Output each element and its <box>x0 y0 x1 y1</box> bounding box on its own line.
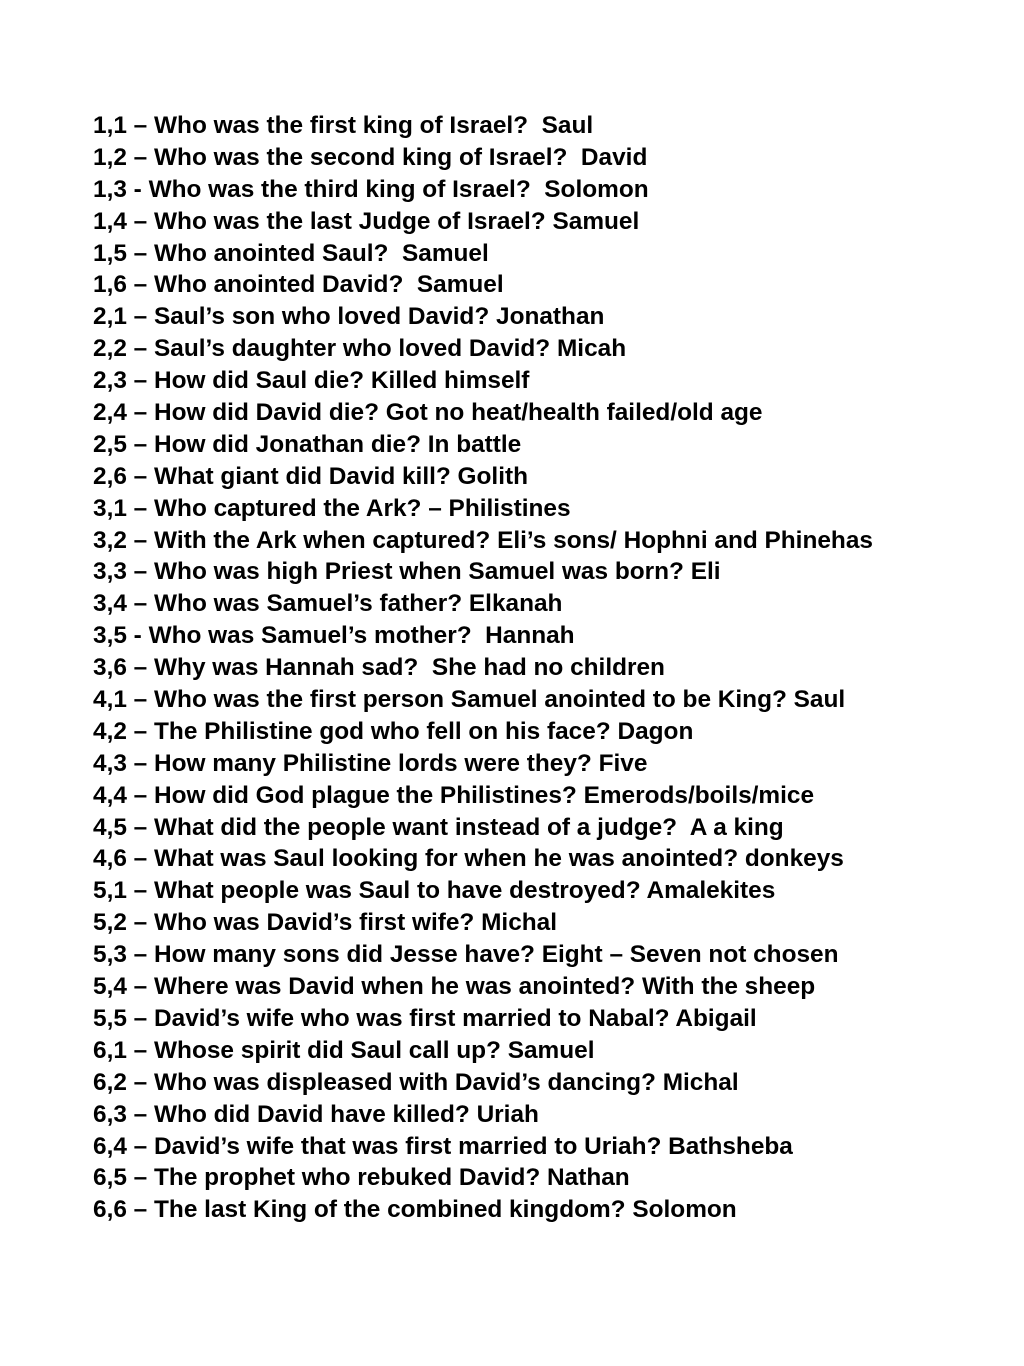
question-line: 4,2 – The Philistine god who fell on his face? Dagon <box>93 717 694 745</box>
question-line: 3,6 – Why was Hannah sad? She had no children <box>93 654 665 682</box>
question-line: 4,4 – How did God plague the Philistines? Emerods/boils/mice <box>93 781 815 809</box>
question-line: 1,3 - Who was the third king of Israel? Solomon <box>93 175 649 203</box>
question-line: 1,6 – Who anointed David? Samuel <box>93 271 504 299</box>
question-line: 2,4 – How did David die? Got no heat/health failed/old age <box>93 399 763 427</box>
question-line: 5,2 – Who was David’s first wife? Michal <box>93 909 557 937</box>
question-line: 3,5 - Who was Samuel’s mother? Hannah <box>93 622 575 650</box>
question-line: 3,3 – Who was high Priest when Samuel was born? Eli <box>93 558 721 586</box>
question-line: 6,6 – The last King of the combined kingdom? Solomon <box>93 1196 737 1224</box>
question-line: 6,3 – Who did David have killed? Uriah <box>93 1100 539 1128</box>
question-list <box>93 110 993 1226</box>
question-line: 1,4 – Who was the last Judge of Israel? Samuel <box>93 207 640 235</box>
question-line: 4,3 – How many Philistine lords were they? Five <box>93 749 648 777</box>
question-line: 2,1 – Saul’s son who loved David? Jonathan <box>93 303 605 331</box>
question-line: 5,4 – Where was David when he was anointed? With the sheep <box>93 973 816 1001</box>
question-line: 2,2 – Saul’s daughter who loved David? Micah <box>93 335 627 363</box>
question-line: 1,5 – Who anointed Saul? Samuel <box>93 239 489 267</box>
question-line: 1,1 – Who was the first king of Israel? Saul <box>93 112 594 139</box>
question-line: 1,2 – Who was the second king of Israel? David <box>93 143 648 171</box>
question-line: 3,2 – With the Ark when captured? Eli’s sons/ Hophni and Phinehas <box>93 526 873 554</box>
question-line: 6,2 – Who was displeased with David’s dancing? Michal <box>93 1068 739 1096</box>
question-line: 5,3 – How many sons did Jesse have? Eight – Seven not chosen <box>93 941 839 969</box>
question-line: 6,1 – Whose spirit did Saul call up? Samuel <box>93 1036 595 1064</box>
question-line: 4,6 – What was Saul looking for when he was anointed? donkeys <box>93 845 844 873</box>
question-line: 5,5 – David’s wife who was first married to Nabal? Abigail <box>93 1004 757 1032</box>
question-line: 5,1 – What people was Saul to have destroyed? Amalekites <box>93 877 776 905</box>
question-line: 2,6 – What giant did David kill? Golith <box>93 462 529 490</box>
question-line: 6,5 – The prophet who rebuked David? Nathan <box>93 1164 630 1192</box>
question-line: 3,1 – Who captured the Ark? – Philistines <box>93 494 571 522</box>
question-line: 3,4 – Who was Samuel’s father? Elkanah <box>93 590 563 618</box>
question-line: 6,4 – David’s wife that was first married to Uriah? Bathsheba <box>93 1132 793 1160</box>
question-line: 4,1 – Who was the first person Samuel anointed to be King? Saul <box>93 686 846 714</box>
question-line: 2,5 – How did Jonathan die? In battle <box>93 430 522 458</box>
question-line: 4,5 – What did the people want instead of a judge? A a king <box>93 813 784 841</box>
question-line: 2,3 – How did Saul die? Killed himself <box>93 367 530 395</box>
